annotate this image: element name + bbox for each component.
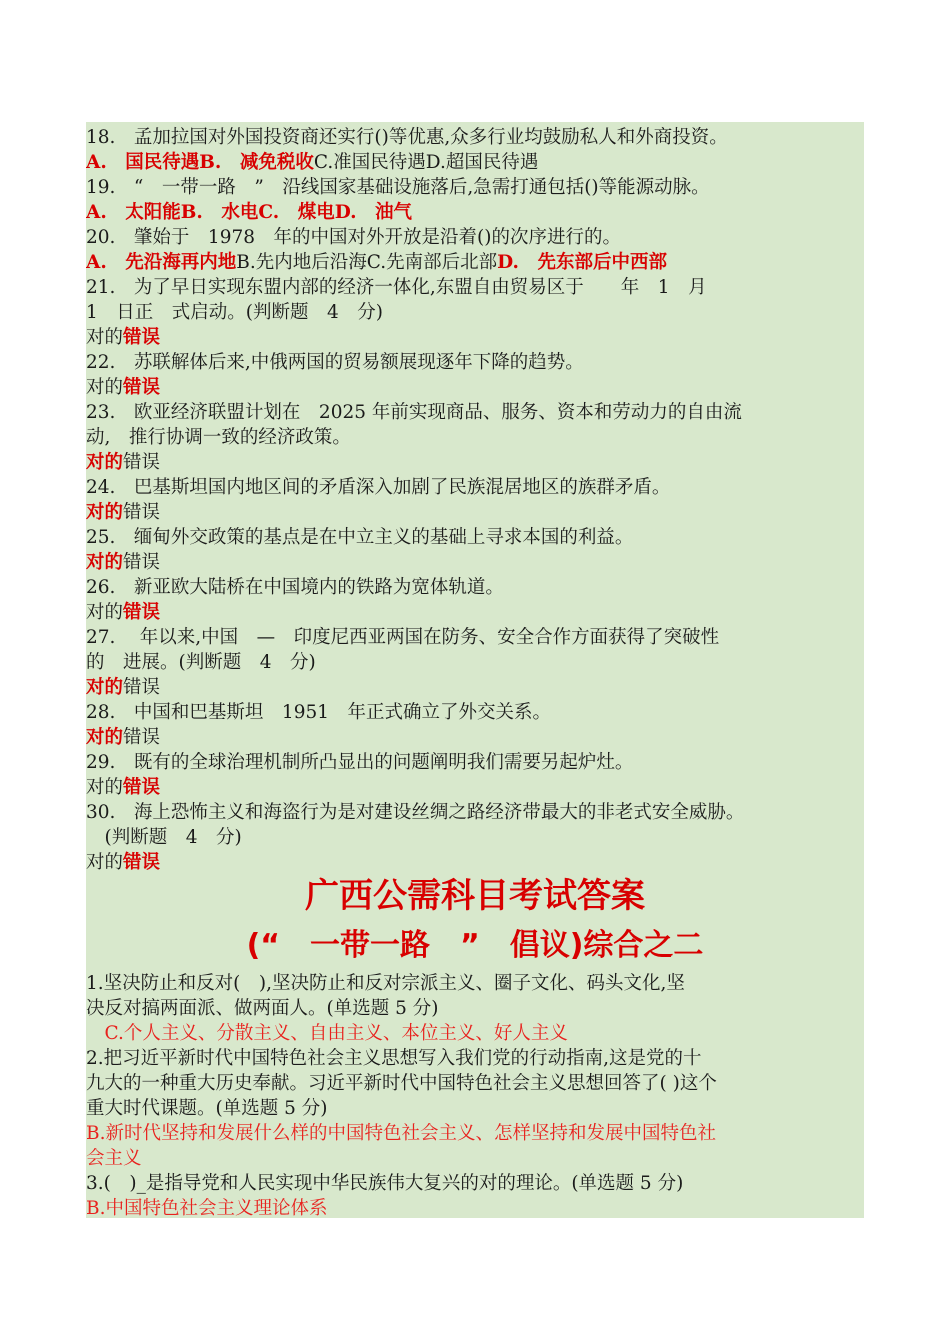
q22-answer-false: 错误 — [123, 377, 161, 398]
question-18-text: 18. 孟加拉国对外国投资商还实行()等优惠,众多行业均鼓励私人和外商投资。 — [86, 127, 728, 148]
q21-answer-true: 对的 — [86, 327, 124, 348]
q20-option-c: C.先南部后北部 — [366, 252, 498, 273]
q30-answer-true: 对的 — [86, 852, 124, 873]
q27-answer-true: 对的 — [86, 677, 124, 698]
question-23-answer — [86, 450, 864, 475]
q24-answer-true: 对的 — [86, 502, 124, 523]
question-21-text: 21. 为了早日实现东盟内部的经济一体化,东盟自由贸易区于 年 1 月 — [86, 277, 707, 298]
single-choice-2-text: 2.把习近平新时代中国特色社会主义思想写入我们党的行动指南,这是党的十 — [86, 1048, 702, 1069]
q22-answer-true: 对的 — [86, 377, 124, 398]
q29-answer-false: 错误 — [123, 777, 161, 798]
section-title: 广西公需科目考试答案 — [305, 876, 645, 916]
question-19-options — [86, 200, 864, 225]
q26-answer-false: 错误 — [123, 602, 161, 623]
single-choice-3-text: 3.( )_是指导党和人民实现中华民族伟大复兴的对的理论。(单选题 5 分) — [86, 1173, 684, 1194]
q20-option-a: A. 先沿海再内地 — [86, 252, 237, 273]
q18-option-a: A. 国民待遇 — [86, 152, 200, 173]
q24-answer-false: 错误 — [123, 502, 161, 523]
question-20-text: 20. 肇始于 1978 年的中国对外开放是沿着()的次序进行的。 — [86, 227, 621, 248]
q19-option-a: A. 太阳能 — [86, 202, 181, 223]
question-27-text-cont: 的 进展。(判断题 4 分) — [86, 652, 316, 673]
question-27-text: 27. 年以来,中国 — 印度尼西亚两国在防务、安全合作方面获得了突破性 — [86, 627, 720, 648]
single-choice-3-answer: B.中国特色社会主义理论体系 — [86, 1198, 328, 1219]
question-18-options — [86, 150, 864, 175]
q27-answer-false: 错误 — [123, 677, 161, 698]
question-22-text: 22. 苏联解体后来,中俄两国的贸易额展现逐年下降的趋势。 — [86, 352, 584, 373]
q18-option-b: B. 减免税收 — [199, 152, 314, 173]
q19-option-c: C. 煤电 — [258, 202, 335, 223]
section-subtitle: (“ 一带一路 ” 倡议)综合之二 — [246, 928, 704, 963]
question-23-text: 23. 欧亚经济联盟计划在 2025 年前实现商品、服务、资本和劳动力的自由流 — [86, 402, 742, 423]
q28-answer-false: 错误 — [123, 727, 161, 748]
q18-option-d: D.超国民待遇 — [425, 152, 539, 173]
question-25-text: 25. 缅甸外交政策的基点是在中立主义的基础上寻求本国的利益。 — [86, 527, 634, 548]
question-29-answer — [86, 775, 864, 800]
question-24-answer — [86, 500, 864, 525]
q26-answer-true: 对的 — [86, 602, 124, 623]
question-26-answer — [86, 600, 864, 625]
q19-option-d: D. 油气 — [334, 202, 413, 223]
q25-answer-true: 对的 — [86, 552, 124, 573]
question-26-text: 26. 新亚欧大陆桥在中国境内的铁路为宽体轨道。 — [86, 577, 504, 598]
q25-answer-false: 错误 — [123, 552, 161, 573]
question-23-text-cont: 动, 推行协调一致的经济政策。 — [86, 427, 351, 448]
q30-answer-false: 错误 — [123, 852, 161, 873]
q20-option-b: B.先内地后沿海 — [236, 252, 367, 273]
document-page — [86, 122, 864, 1218]
single-choice-2-answer-cont: 会主义 — [86, 1148, 142, 1169]
question-20-options — [86, 250, 864, 275]
question-24-text: 24. 巴基斯坦国内地区间的矛盾深入加剧了民族混居地区的族群矛盾。 — [86, 477, 671, 498]
single-choice-1-answer: C.个人主义、分散主义、自由主义、本位主义、好人主义 — [86, 1023, 568, 1044]
single-choice-2-text-cont2: 重大时代课题。(单选题 5 分) — [86, 1098, 328, 1119]
question-28-answer — [86, 725, 864, 750]
q20-option-d: D. 先东部后中西部 — [497, 252, 667, 273]
question-30-text: 30. 海上恐怖主义和海盗行为是对建设丝绸之路经济带最大的非老式安全威胁。 — [86, 802, 745, 823]
question-25-answer — [86, 550, 864, 575]
q21-answer-false: 错误 — [123, 327, 161, 348]
question-19-text: 19. “ 一带一路 ” 沿线国家基础设施落后,急需打通包括()等能源动脉。 — [86, 177, 710, 198]
question-21-text-cont: 1 日正 式启动。(判断题 4 分) — [86, 302, 383, 323]
q23-answer-true: 对的 — [86, 452, 124, 473]
single-choice-1-text: 1.坚决防止和反对( ),坚决防止和反对宗派主义、圈子文化、码头文化,坚 — [86, 973, 685, 994]
question-29-text: 29. 既有的全球治理机制所凸显出的问题阐明我们需要另起炉灶。 — [86, 752, 634, 773]
question-27-answer — [86, 675, 864, 700]
q28-answer-true: 对的 — [86, 727, 124, 748]
question-28-text: 28. 中国和巴基斯坦 1951 年正式确立了外交关系。 — [86, 702, 552, 723]
question-22-answer — [86, 375, 864, 400]
single-choice-1-text-cont: 决反对搞两面派、做两面人。(单选题 5 分) — [86, 998, 439, 1019]
single-choice-2-answer: B.新时代坚持和发展什么样的中国特色社会主义、怎样坚持和发展中国特色社 — [86, 1123, 716, 1144]
q23-answer-false: 错误 — [123, 452, 161, 473]
single-choice-2-text-cont: 九大的一种重大历史奉献。习近平新时代中国特色社会主义思想回答了( )这个 — [86, 1073, 717, 1094]
q29-answer-true: 对的 — [86, 777, 124, 798]
question-30-text-cont: (判断题 4 分) — [86, 827, 242, 848]
question-30-answer — [86, 850, 864, 875]
question-21-answer — [86, 325, 864, 350]
q19-option-b: B. 水电 — [180, 202, 259, 223]
q18-option-c: C.准国民待遇 — [313, 152, 426, 173]
